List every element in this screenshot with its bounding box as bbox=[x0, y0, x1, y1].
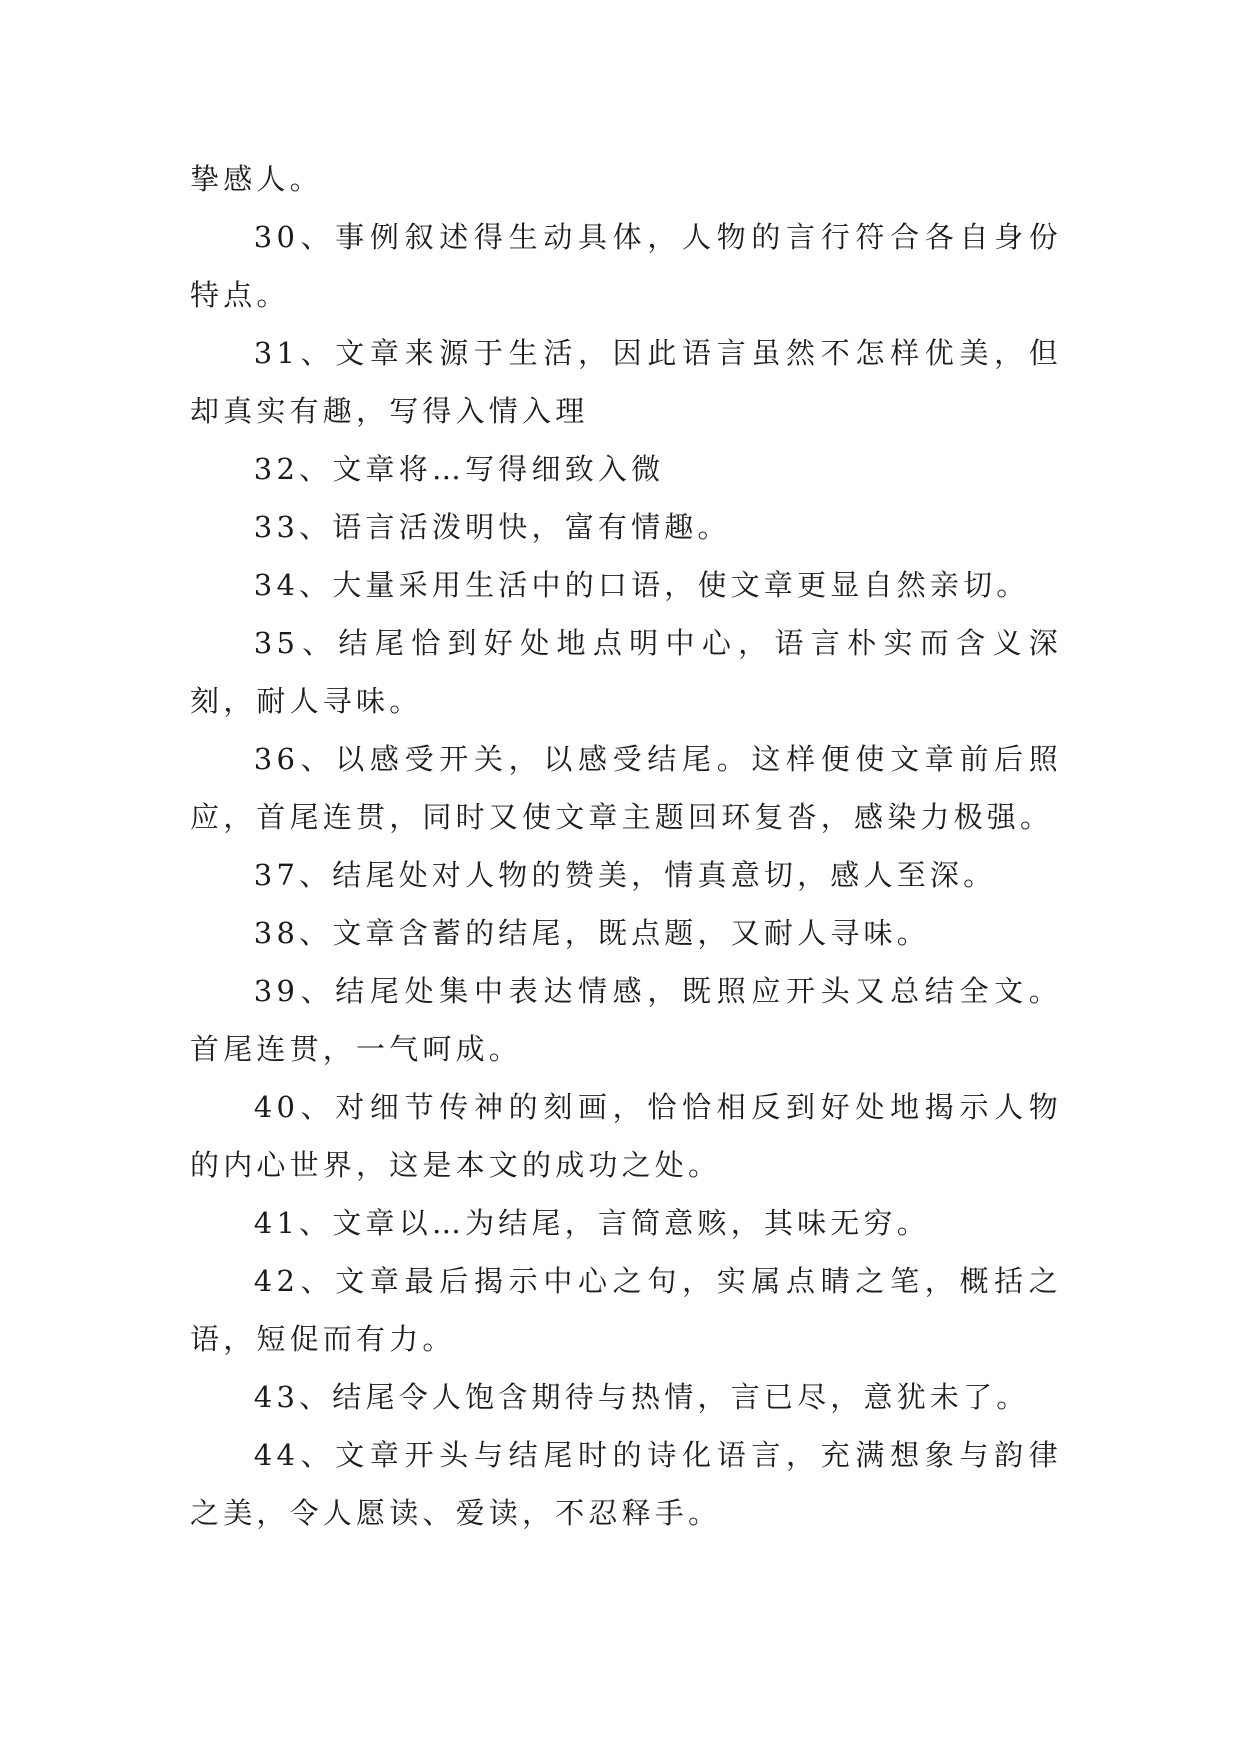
paragraph-item-44: 44、文章开头与结尾时的诗化语言，充满想象与韵律之美，令人愿读、爱读，不忍释手。 bbox=[190, 1438, 1062, 1530]
paragraph-item-34: 34、大量采用生活中的口语，使文章更显自然亲切。 bbox=[253, 568, 1030, 602]
paragraph-item-39: 39、结尾处集中表达情感，既照应开头又总结全文。首尾连贯，一气呵成。 bbox=[190, 974, 1062, 1066]
paragraph-item-37: 37、结尾处对人物的赞美，情真意切，感人至深。 bbox=[253, 858, 997, 892]
paragraph-item-32: 32、文章将…写得细致入微 bbox=[253, 452, 665, 486]
paragraph-item-42: 42、文章最后揭示中心之句，实属点睛之笔，概括之语，短促而有力。 bbox=[190, 1264, 1062, 1356]
paragraph-item-35: 35、结尾恰到好处地点明中心，语言朴实而含义深刻，耐人寻味。 bbox=[190, 626, 1062, 718]
paragraph-continuation: 挚感人。 bbox=[190, 162, 323, 196]
paragraph-item-40: 40、对细节传神的刻画，恰恰相反到好处地揭示人物的内心世界，这是本文的成功之处。 bbox=[190, 1090, 1062, 1182]
paragraph-item-41: 41、文章以…为结尾，言简意赅，其味无穷。 bbox=[253, 1206, 930, 1240]
document-body bbox=[190, 150, 1062, 1542]
paragraph-item-33: 33、语言活泼明快，富有情趣。 bbox=[253, 510, 731, 544]
paragraph-item-30: 30、事例叙述得生动具体，人物的言行符合各自身份特点。 bbox=[190, 220, 1062, 312]
paragraph-item-36: 36、以感受开关，以感受结尾。这样便使文章前后照应，首尾连贯，同时又使文章主题回环复沓，感染力极强。 bbox=[190, 742, 1062, 834]
paragraph-item-31: 31、文章来源于生活，因此语言虽然不怎样优美，但却真实有趣，写得入情入理 bbox=[190, 336, 1062, 428]
paragraph-item-43: 43、结尾令人饱含期待与热情，言已尽，意犹未了。 bbox=[253, 1380, 1030, 1414]
paragraph-item-38: 38、文章含蓄的结尾，既点题，又耐人寻味。 bbox=[253, 916, 930, 950]
